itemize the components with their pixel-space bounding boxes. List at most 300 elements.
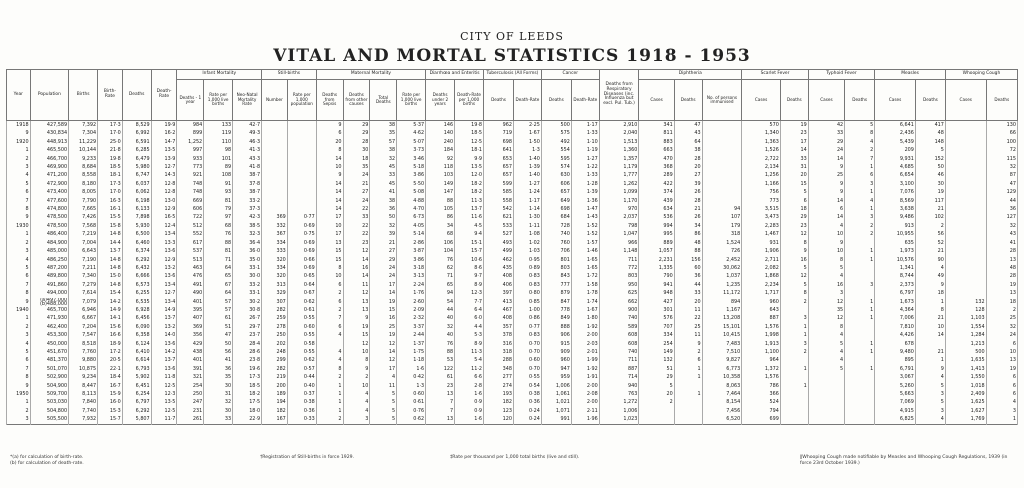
table-cell: 962 [484, 121, 514, 130]
table-cell: 39 [674, 180, 702, 188]
table-cell: 51 [639, 365, 674, 373]
table-cell: 28 [986, 247, 1017, 255]
table-cell: 6,666 [122, 272, 151, 280]
table-cell: 36 [370, 205, 397, 213]
year-cell: 8 [7, 205, 31, 213]
table-cell: 38·7 [233, 188, 262, 196]
table-cell: 8,180 [69, 180, 98, 188]
table-cell: 49·3 [233, 129, 262, 137]
year-cell: 1920 [7, 138, 31, 146]
table-cell: 8,684 [69, 163, 98, 171]
table-cell [808, 382, 844, 390]
table-cell [945, 121, 986, 130]
table-cell: 699 [742, 415, 781, 424]
table-cell: 9 [915, 365, 945, 373]
table-cell [845, 373, 875, 381]
table-cell: 1,071 [541, 407, 571, 415]
table-cell: 2,231 [639, 256, 674, 264]
table-cell: 38·7 [233, 171, 262, 179]
table-cell: 20 [780, 171, 808, 179]
table-cell: 202 [262, 340, 288, 348]
table-row [7, 247, 1018, 255]
table-cell: 2,082 [742, 264, 781, 272]
table-cell: 13·3 [151, 239, 177, 247]
table-cell: 625 [599, 289, 639, 297]
year-cell: 7 [7, 365, 31, 373]
table-cell: 0·60 [287, 323, 316, 331]
table-cell: 7,898 [122, 213, 151, 221]
table-cell: 15 [343, 331, 370, 339]
table-cell: 4,364 [875, 306, 916, 314]
table-cell: 883 [639, 138, 674, 146]
table-cell: 574 [541, 163, 571, 171]
table-cell [845, 289, 875, 297]
table-cell: 28 [674, 155, 702, 163]
table-cell: 15·9 [98, 390, 123, 398]
table-cell: 12 [370, 340, 397, 348]
table-cell: 7,760 [69, 348, 98, 356]
table-cell: 7,547 [69, 331, 98, 339]
table-cell: 46 [915, 171, 945, 179]
footnote-still-births: †Registration of Still-births in force 1929. [260, 455, 355, 460]
table-cell: 7,510 [702, 348, 742, 356]
table-cell: 1,913 [742, 340, 781, 348]
table-cell: 595 [541, 155, 571, 163]
table-cell: 473,400 [30, 188, 69, 196]
table-cell: 16·0 [98, 398, 123, 406]
table-cell: 1 [845, 348, 875, 356]
table-cell: 9 [808, 188, 844, 196]
table-cell: 465,500 [30, 146, 69, 154]
table-cell: 6,255 [122, 289, 151, 297]
table-cell [945, 247, 986, 255]
table-cell: 4·4 [455, 323, 484, 331]
table-cell: 1,099 [599, 188, 639, 196]
table-cell: 0·80 [514, 289, 542, 297]
table-row [7, 138, 1018, 146]
table-cell: 9,480 [875, 348, 916, 356]
table-cell: 4,915 [875, 407, 916, 415]
table-cell: 14 [808, 155, 844, 163]
table-cell [702, 155, 742, 163]
table-cell: 6,410 [122, 348, 151, 356]
col-header: Rate per 1,000 live births [397, 80, 426, 121]
table-cell: 248 [262, 348, 288, 356]
table-cell: 11,229 [69, 138, 98, 146]
table-cell: 493 [484, 239, 514, 247]
table-cell: 182 [262, 407, 288, 415]
table-cell: 45 [370, 180, 397, 188]
table-cell: 462 [484, 256, 514, 264]
table-row [7, 222, 1018, 230]
table-cell [845, 331, 875, 339]
table-cell: 10 [316, 272, 343, 280]
table-cell: 748 [177, 188, 204, 196]
year-cell: 3 [7, 415, 31, 424]
col-header: Number [262, 80, 288, 121]
table-cell: 288 [484, 356, 514, 364]
table-cell: 1·6 [397, 365, 426, 373]
year-cell: 4 [7, 256, 31, 264]
table-cell: 1·67 [571, 306, 599, 314]
table-cell: 13 [986, 356, 1017, 364]
table-cell: 662 [599, 298, 639, 306]
table-cell: 8 [808, 256, 844, 264]
table-cell: 1·39 [514, 163, 542, 171]
table-cell: 4 [808, 222, 844, 230]
table-cell [702, 171, 742, 179]
table-cell: 895 [875, 356, 916, 364]
table-cell: 9,234 [69, 373, 98, 381]
table-row [7, 314, 1018, 322]
table-cell [262, 205, 288, 213]
table-cell: 7,932 [69, 415, 98, 424]
table-cell: 6 [845, 171, 875, 179]
table-cell [808, 407, 844, 415]
table-cell: 2·00 [571, 331, 599, 339]
table-cell: 30·8 [233, 306, 262, 314]
table-row [7, 230, 1018, 238]
table-cell: 1·57 [571, 239, 599, 247]
table-cell: 1,252 [177, 138, 204, 146]
table-cell: 10 [915, 323, 945, 331]
table-cell: 13·2 [151, 323, 177, 331]
table-cell: 369 [177, 323, 204, 331]
table-cell: 408 [484, 314, 514, 322]
table-cell: 33·1 [233, 289, 262, 297]
table-cell: 504,800 [30, 407, 69, 415]
table-cell: 6,358 [122, 331, 151, 339]
table-cell: 413 [484, 298, 514, 306]
table-cell: 378 [484, 331, 514, 339]
table-cell: 13·7 [455, 205, 484, 213]
year-cell: 3 [7, 163, 31, 171]
table-cell: 37·8 [233, 180, 262, 188]
table-cell: (a)497,000 (b)488,000 [30, 298, 69, 306]
table-cell: 52 [915, 239, 945, 247]
table-cell: 777 [541, 281, 571, 289]
table-cell: 0·62 [287, 356, 316, 364]
table-cell: 5·14 [397, 230, 426, 238]
table-cell: 3·86 [397, 256, 426, 264]
table-cell: 641 [484, 146, 514, 154]
table-cell: 36·0 [233, 247, 262, 255]
table-cell: 500 [945, 348, 986, 356]
table-cell: 466,700 [30, 155, 69, 163]
table-cell: 6 [986, 390, 1017, 398]
table-cell: 2·25 [514, 121, 542, 130]
table-cell: 947 [541, 365, 571, 373]
table-cell: 9,880 [69, 356, 98, 364]
table-cell: 24 [370, 264, 397, 272]
col-header: Death-Rate [571, 80, 599, 121]
table-cell: 334 [262, 264, 288, 272]
table-cell: 22 [343, 205, 370, 213]
table-cell [808, 398, 844, 406]
table-cell: 7,426 [69, 213, 98, 221]
table-cell: 19·9 [151, 121, 177, 130]
table-row [7, 365, 1018, 373]
table-cell: 50 [204, 340, 233, 348]
table-cell: 47 [986, 180, 1017, 188]
table-cell: 7,740 [69, 407, 98, 415]
table-cell: 1 [674, 390, 702, 398]
table-cell: 321 [177, 373, 204, 381]
table-cell: 6 [780, 197, 808, 205]
table-cell: 3·86 [397, 171, 426, 179]
table-cell: 0·77 [287, 213, 316, 221]
table-cell: 367 [262, 230, 288, 238]
table-cell: 1,357 [599, 155, 639, 163]
table-cell: 26 [674, 188, 702, 196]
table-cell: 64 [674, 138, 702, 146]
table-cell: 1,635 [945, 356, 986, 364]
table-cell: 289 [639, 171, 674, 179]
table-cell: 10,576 [875, 256, 916, 264]
table-cell: 12·8 [151, 188, 177, 196]
table-cell: 1,627 [945, 407, 986, 415]
table-cell: 484,900 [30, 239, 69, 247]
table-cell: 50 [915, 163, 945, 171]
table-cell: 31 [780, 163, 808, 171]
table-cell: 6,124 [122, 340, 151, 348]
table-cell: 1 [674, 365, 702, 373]
table-cell: 3,100 [875, 180, 916, 188]
table-cell [316, 340, 343, 348]
table-cell: 19 [986, 365, 1017, 373]
table-cell [262, 197, 288, 205]
table-cell: 772 [599, 264, 639, 272]
table-cell: 6,500 [122, 230, 151, 238]
table-cell: 254 [639, 340, 674, 348]
table-cell: 0·33 [287, 415, 316, 424]
table-cell: 2·09 [397, 306, 426, 314]
table-cell: 282 [262, 365, 288, 373]
table-cell: 16 [343, 264, 370, 272]
table-cell: 4·5 [455, 222, 484, 230]
table-cell: 5·07 [397, 138, 426, 146]
table-cell: 30,062 [702, 264, 742, 272]
table-cell: 14 [343, 256, 370, 264]
col-header: Death-Rate [514, 80, 542, 121]
table-cell: 0·24 [514, 415, 542, 424]
table-cell: 1·3 [514, 146, 542, 154]
table-cell: 81 [204, 197, 233, 205]
table-cell: 12 [808, 314, 844, 322]
table-cell: 490 [177, 289, 204, 297]
table-cell: 81 [204, 247, 233, 255]
table-cell [287, 188, 316, 196]
table-cell: 61 [426, 373, 455, 381]
table-cell: 356 [177, 331, 204, 339]
table-cell: 20 [674, 298, 702, 306]
table-cell: 909 [541, 348, 571, 356]
year-cell: 1 [7, 398, 31, 406]
table-cell: 6,825 [875, 415, 916, 424]
table-cell: 12 [343, 247, 370, 255]
table-cell: 2,711 [742, 256, 781, 264]
table-cell: 100 [986, 138, 1017, 146]
table-cell: 589 [599, 323, 639, 331]
table-row [7, 298, 1018, 306]
table-cell: 1,272 [599, 398, 639, 406]
table-cell: 44 [986, 197, 1017, 205]
table-cell: 48 [674, 239, 702, 247]
table-cell: 536 [639, 213, 674, 221]
table-cell: 465,700 [30, 306, 69, 314]
table-cell: 42·7 [233, 121, 262, 130]
table-cell: 803 [599, 272, 639, 280]
table-cell: 28 [674, 197, 702, 205]
table-cell: 14·2 [98, 298, 123, 306]
table-cell: 1·11 [514, 222, 542, 230]
table-cell: 13·7 [151, 314, 177, 322]
table-cell: 129 [986, 188, 1017, 196]
table-cell: 29 [780, 213, 808, 221]
table-cell: 2 [316, 289, 343, 297]
col-header: Rate per 1,000 live births [204, 80, 233, 121]
table-cell: 899 [177, 129, 204, 137]
table-cell: 29 [343, 129, 370, 137]
table-cell: 54 [426, 298, 455, 306]
table-cell: 472,900 [30, 180, 69, 188]
table-cell: 0·36 [514, 398, 542, 406]
table-cell: 617 [177, 239, 204, 247]
table-cell: 13·5 [455, 163, 484, 171]
table-cell: 1·74 [571, 298, 599, 306]
table-cell: 56 [204, 348, 233, 356]
table-cell: 1,372 [742, 365, 781, 373]
table-row [7, 382, 1018, 390]
table-cell [287, 197, 316, 205]
table-cell: 438 [177, 348, 204, 356]
table-cell: 653 [484, 155, 514, 163]
table-cell: 649 [541, 197, 571, 205]
table-cell: 678 [875, 340, 916, 348]
table-cell: 10,415 [702, 331, 742, 339]
table-cell: 487,200 [30, 264, 69, 272]
table-cell: 115 [986, 155, 1017, 163]
table-cell: 2·24 [397, 281, 426, 289]
table-cell [702, 197, 742, 205]
table-cell: 6,292 [122, 407, 151, 415]
table-cell: 608 [599, 340, 639, 348]
table-cell: 7 [845, 155, 875, 163]
table-cell: 5 [915, 398, 945, 406]
table-cell: 88 [204, 239, 233, 247]
table-cell: 2 [780, 348, 808, 356]
table-cell: 33·1 [233, 264, 262, 272]
col-header-births: Births [69, 70, 98, 121]
table-cell: 15 [316, 247, 343, 255]
col-header: Neo-Natal Mortality Rate [233, 80, 262, 121]
table-cell: 10,144 [69, 146, 98, 154]
table-cell: 29 [639, 373, 674, 381]
table-cell: 657 [541, 188, 571, 196]
table-cell: 33 [370, 171, 397, 179]
table-cell: 5 [915, 146, 945, 154]
table-cell: 25 [808, 171, 844, 179]
table-cell: 1·47 [571, 205, 599, 213]
table-cell: 11·6 [455, 213, 484, 221]
table-cell: 1,057 [639, 247, 674, 255]
table-cell: 1·30 [514, 213, 542, 221]
table-cell: 1 [316, 407, 343, 415]
table-cell: 40 [426, 314, 455, 322]
table-cell: 4,426 [875, 331, 916, 339]
table-cell [639, 407, 674, 415]
table-cell: 9,233 [69, 155, 98, 163]
table-cell: 435 [484, 264, 514, 272]
table-row [7, 323, 1018, 331]
table-cell: 18·5 [455, 129, 484, 137]
table-cell: 0·65 [287, 272, 316, 280]
table-cell: 1·19 [571, 146, 599, 154]
col-header: Deaths from Sepsis [316, 80, 343, 121]
table-cell [845, 398, 875, 406]
table-cell: 8,154 [702, 398, 742, 406]
table-cell: 33 [204, 415, 233, 424]
table-cell: 11·3 [455, 197, 484, 205]
table-cell [702, 121, 742, 130]
table-cell: 0·86 [514, 314, 542, 322]
table-cell: 3·73 [397, 146, 426, 154]
table-cell: 19·8 [455, 121, 484, 130]
table-cell: 894 [702, 298, 742, 306]
table-cell: 790 [639, 272, 674, 280]
table-cell: 2 [343, 373, 370, 381]
table-cell: 503,030 [30, 398, 69, 406]
table-cell: 575 [541, 129, 571, 137]
table-cell: 1·10 [571, 138, 599, 146]
table-cell: 15·5 [98, 213, 123, 221]
table-cell: 3·18 [397, 264, 426, 272]
table-cell: 97 [204, 213, 233, 221]
table-cell: 1,166 [742, 180, 781, 188]
table-cell: 14·0 [151, 331, 177, 339]
table-cell: 786 [742, 382, 781, 390]
table-cell: 92 [426, 155, 455, 163]
table-cell: 23 [780, 222, 808, 230]
table-cell: 57 [370, 138, 397, 146]
table-cell: 7,340 [69, 272, 98, 280]
table-cell [945, 205, 986, 213]
table-cell: 33·2 [233, 281, 262, 289]
year-cell: 6 [7, 272, 31, 280]
table-cell: 12 [370, 356, 397, 364]
table-cell: 0·69 [287, 247, 316, 255]
table-cell: 40 [426, 331, 455, 339]
table-cell: 30·0 [233, 272, 262, 280]
table-cell: 801 [541, 256, 571, 264]
table-cell: 1 [845, 298, 875, 306]
table-cell: 68 [204, 222, 233, 230]
table-cell: 76 [426, 256, 455, 264]
table-cell: 33 [808, 129, 844, 137]
table-cell: 554 [541, 146, 571, 154]
table-cell: 1 [845, 188, 875, 196]
table-cell: 698 [541, 205, 571, 213]
table-cell: 12 [780, 230, 808, 238]
table-cell: 6,654 [875, 171, 916, 179]
table-cell: 391 [177, 365, 204, 373]
table-cell: 6,090 [122, 323, 151, 331]
table-cell: 8·9 [455, 281, 484, 289]
table-cell: 599 [484, 180, 514, 188]
table-cell: 3 [343, 415, 370, 424]
table-row [7, 340, 1018, 348]
table-cell: 10 [343, 382, 370, 390]
